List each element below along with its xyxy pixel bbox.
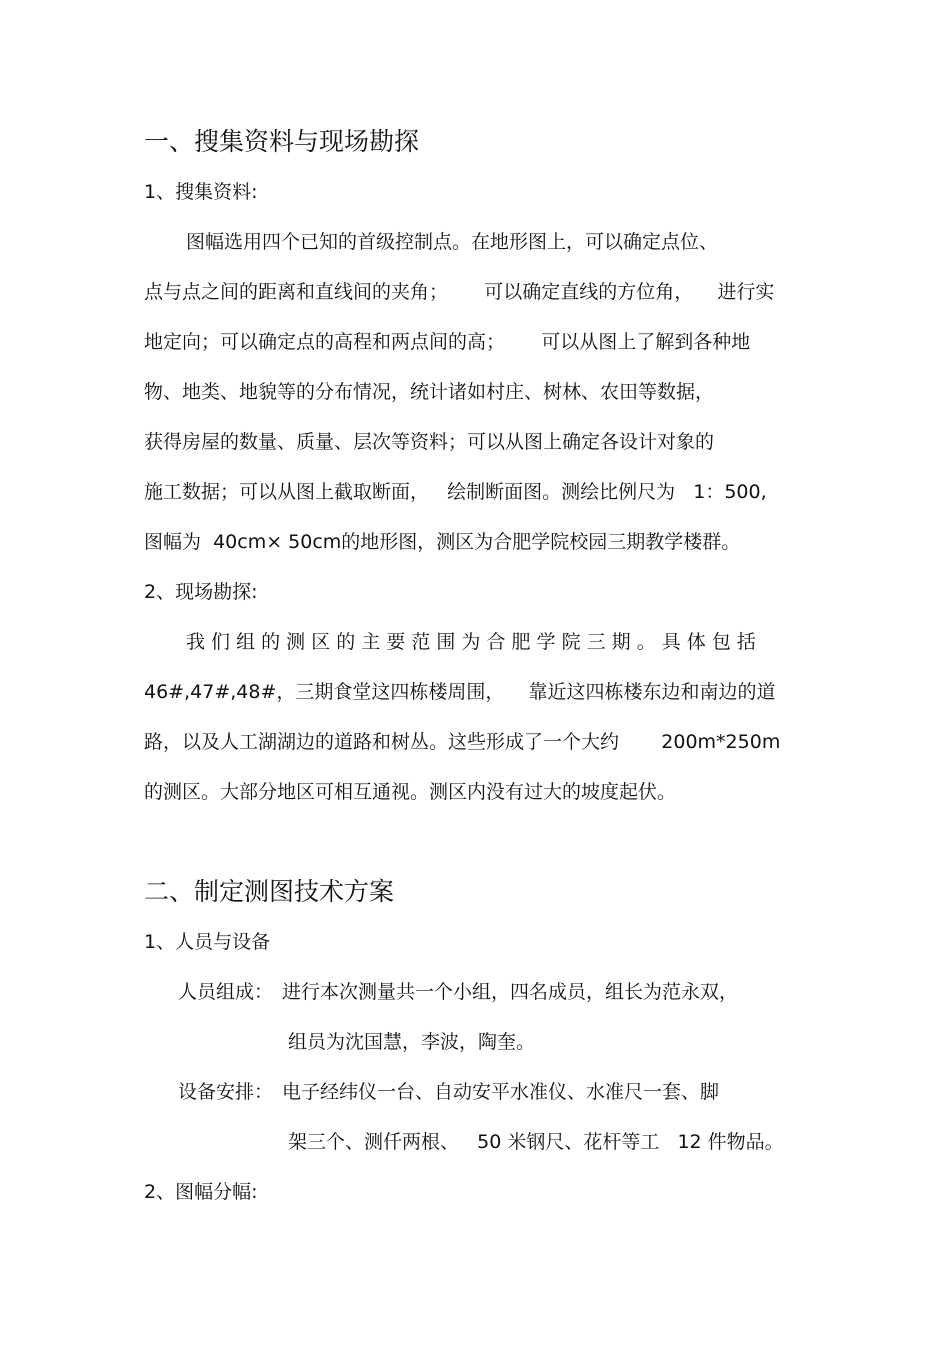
subsection-staff-heading: 1、人员与设备 — [144, 931, 271, 953]
paragraph-line: 图幅为 40cm× 50cm的地形图，测区为合肥学院校园三期教学楼群。 — [144, 531, 741, 553]
paragraph-line: 地定向；可以确定点的高程和两点间的高； 可以从图上了解到各种地 — [144, 331, 751, 353]
paragraph-line: 图幅选用四个已知的首级控制点。在地形图上，可以确定点位、 — [186, 231, 719, 253]
paragraph-line: 物、地类、地貌等的分布情况，统计诸如村庄、树林、农田等数据， — [144, 381, 715, 403]
section-1-title: 一、搜集资料与现场勘探 — [144, 127, 420, 156]
paragraph-line: 的测区。大部分地区可相互通视。测区内没有过大的坡度起伏。 — [144, 781, 677, 803]
paragraph-line: 我 们 组 的 测 区 的 主 要 范 围 为 合 肥 学 院 三 期 。 具 体 包 括 — [186, 631, 756, 653]
paragraph-line: 点与点之间的距离和直线间的夹角； 可以确定直线的方位角， 进行实 — [144, 281, 775, 303]
equipment-label: 设备安排： — [178, 1081, 274, 1103]
personnel-line: 组员为沈国慧，李波，陶奎。 — [288, 1031, 536, 1053]
paragraph-line: 46#,47#,48#，三期食堂这四栋楼周围， 靠近这四栋楼东边和南边的道 — [144, 681, 776, 703]
subsection-sheet-division-heading: 2、图幅分幅: — [144, 1181, 258, 1203]
paragraph-line: 路，以及人工湖湖边的道路和树丛。这些形成了一个大约 200m*250m — [144, 731, 781, 753]
section-2-title: 二、制定测图技术方案 — [144, 877, 395, 906]
subsection-collect-heading: 1、搜集资料: — [144, 181, 258, 203]
subsection-survey-heading: 2、现场勘探: — [144, 581, 258, 603]
personnel-line: 进行本次测量共一个小组，四名成员，组长为范永双， — [282, 981, 739, 1003]
equipment-line: 电子经纬仪一台、自动安平水准仪、水准尺一套、脚 — [282, 1081, 720, 1103]
equipment-line: 架三个、测仟两根、 50 米钢尺、花杆等工 12 件物品。 — [288, 1131, 784, 1153]
paragraph-line: 获得房屋的数量、质量、层次等资料；可以从图上确定各设计对象的 — [144, 431, 715, 453]
paragraph-line: 施工数据；可以从图上截取断面， 绘制断面图。测绘比例尺为 1：500, — [144, 481, 767, 503]
personnel-label: 人员组成： — [178, 981, 274, 1003]
